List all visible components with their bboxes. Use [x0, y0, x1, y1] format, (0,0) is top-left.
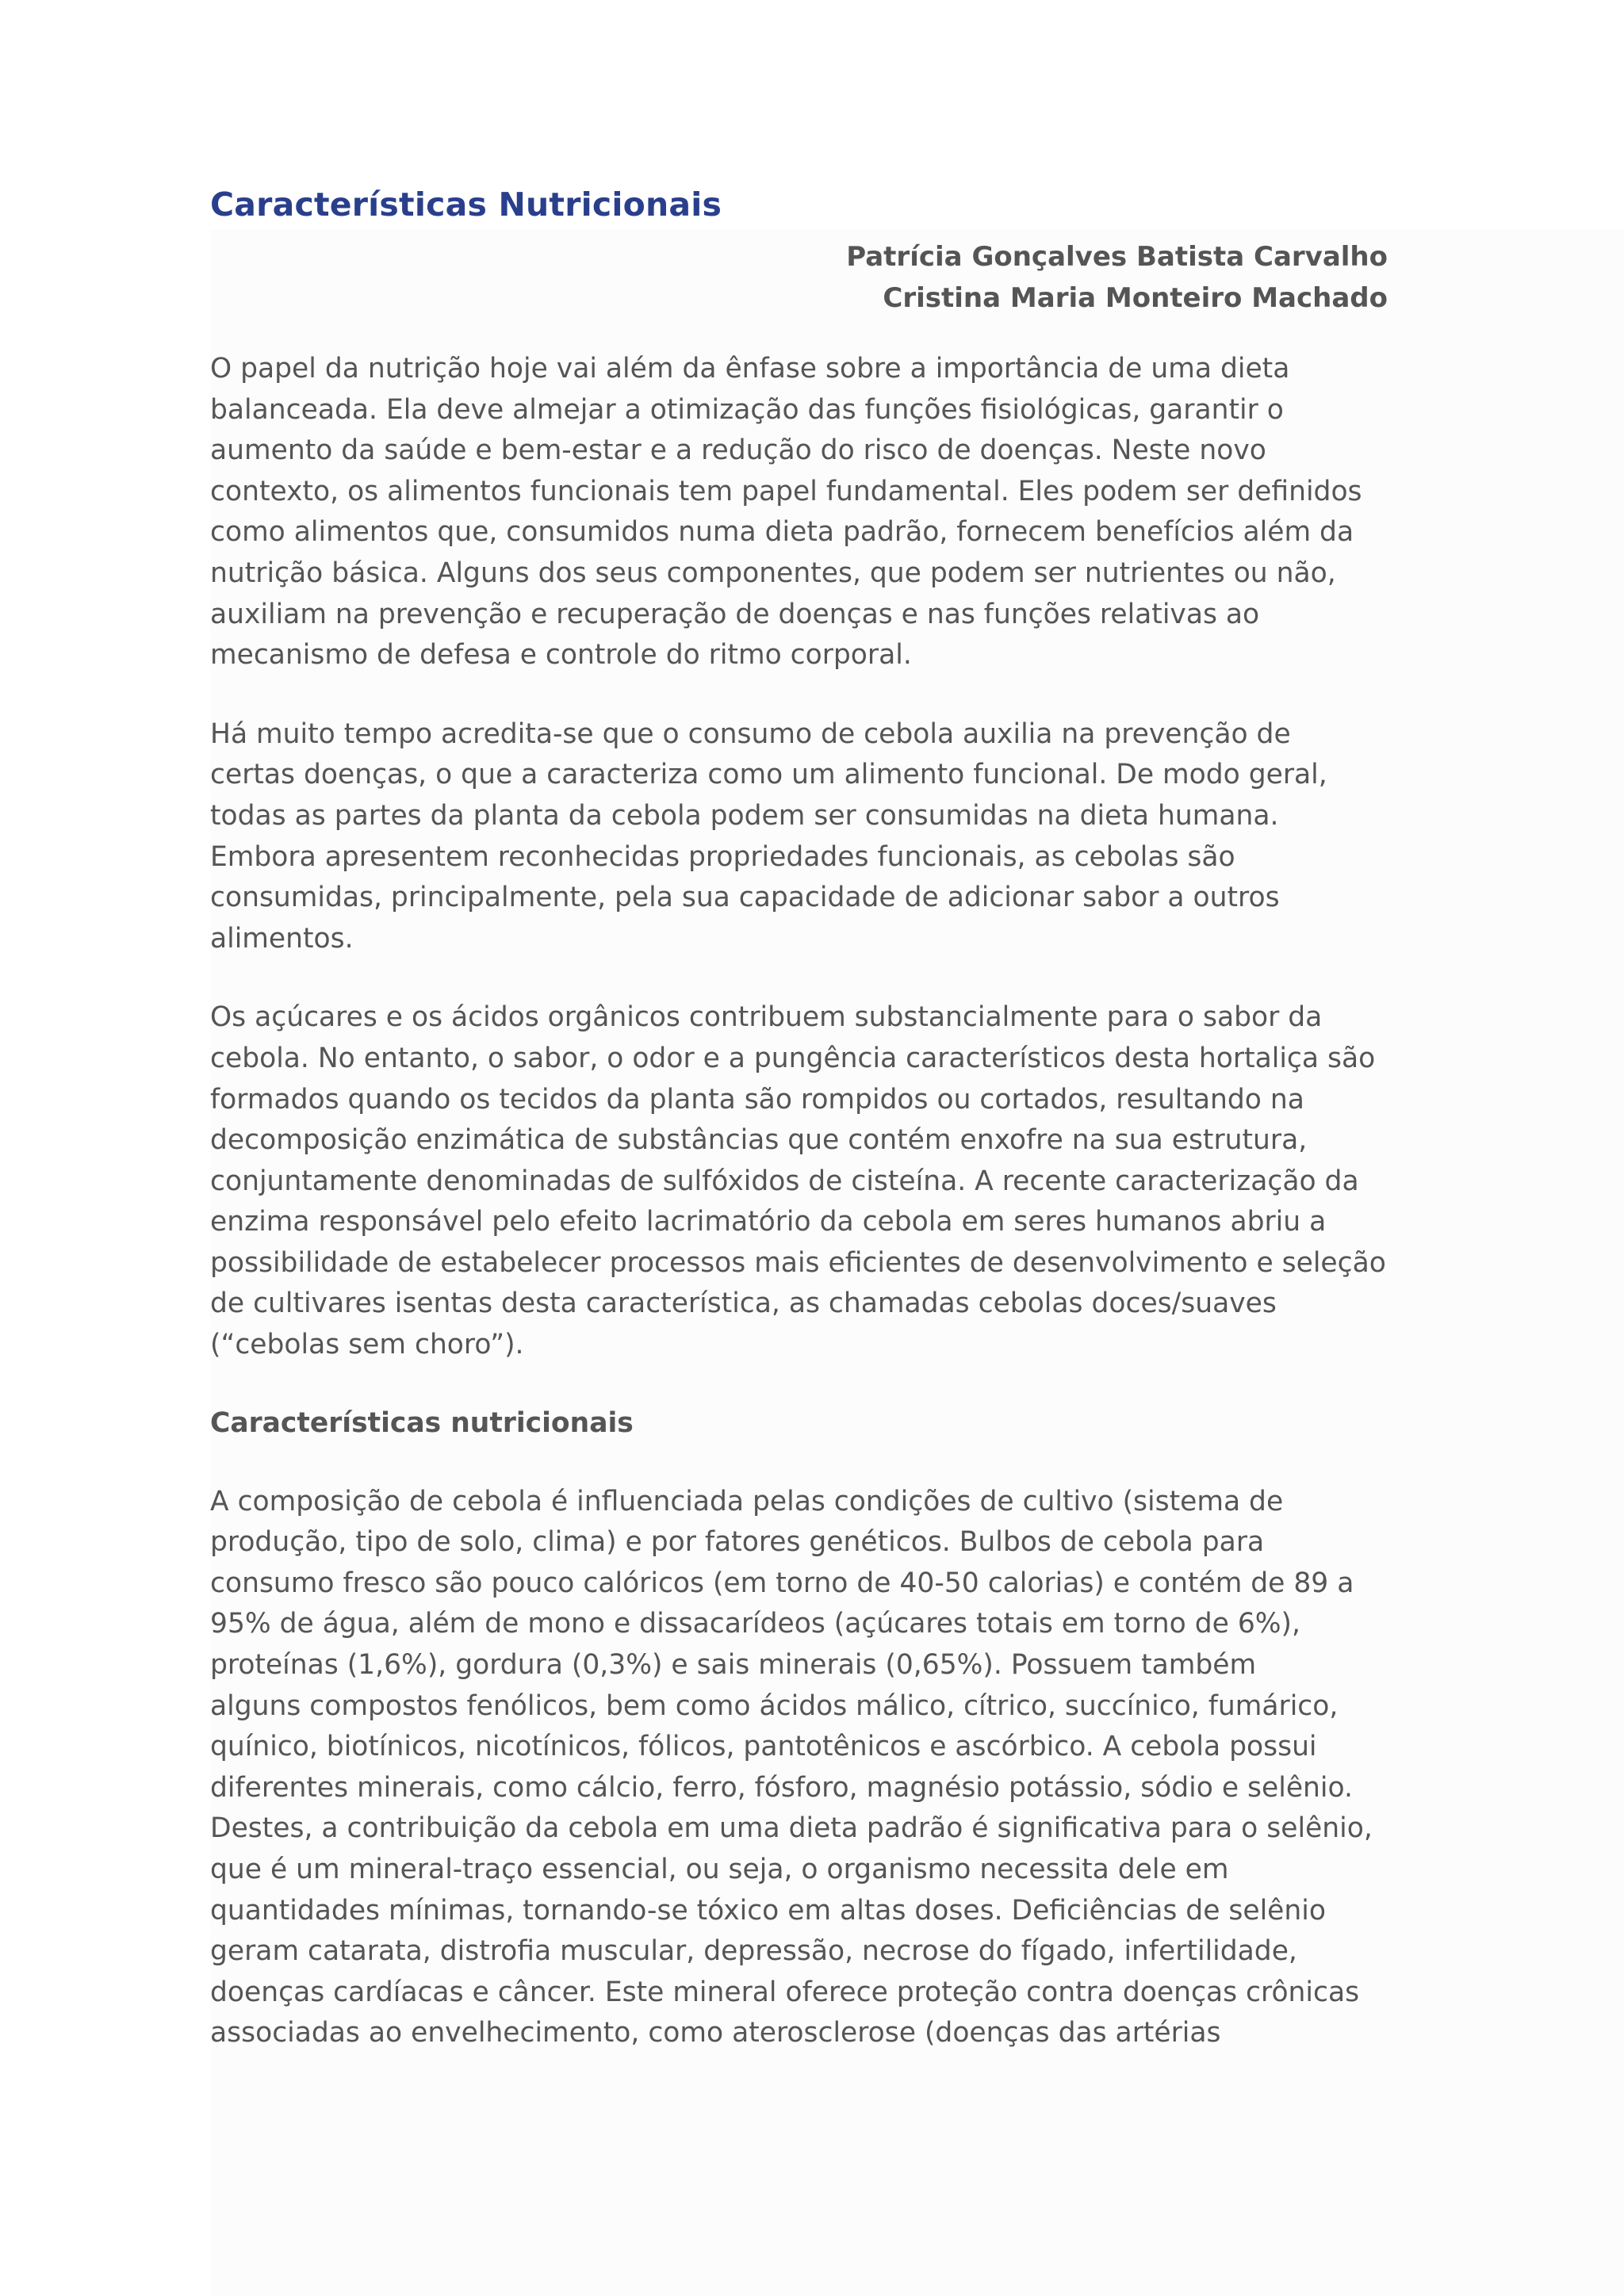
paragraph [210, 349, 1384, 676]
text-line: formados quando os tecidos da planta são rompidos ou cortados, resultando na [210, 1083, 1304, 1115]
text-line: quantidades mínimas, tornando-se tóxico em altas doses. Deficiências de selênio [210, 1894, 1326, 1927]
document-title: Características Nutricionais [210, 186, 722, 224]
paragraph [210, 1482, 1384, 2054]
text-line: 95% de água, além de mono e dissacarídeos (açúcares totais em torno de 6%), [210, 1608, 1300, 1640]
text-line: geram catarata, distrofia muscular, depressão, necrose do fígado, infertilidade, [210, 1935, 1297, 1968]
text-line: (“cebolas sem choro”). [210, 1329, 524, 1361]
text-line: enzima responsável pelo efeito lacrimatório da cebola em seres humanos abriu a [210, 1206, 1327, 1238]
text-line: certas doenças, o que a caracteriza como um alimento funcional. De modo geral, [210, 759, 1327, 791]
text-line: consumidas, principalmente, pela sua capacidade de adicionar sabor a outros [210, 882, 1280, 914]
paragraph [210, 997, 1384, 1365]
text-line: de cultivares isentas desta característica, as chamadas cebolas doces/suaves [210, 1288, 1277, 1320]
text-line: produção, tipo de solo, clima) e por fatores genéticos. Bulbos de cebola para [210, 1526, 1265, 1559]
text-line: auxiliam na prevenção e recuperação de doenças e nas funções relativas ao [210, 598, 1260, 630]
text-line: alguns compostos fenólicos, bem como ácidos málico, cítrico, succínico, fumárico, [210, 1689, 1339, 1722]
section-heading: Características nutricionais [210, 1406, 634, 1439]
author-name: Patrícia Gonçalves Batista Carvalho [846, 241, 1388, 273]
text-line: consumo fresco são pouco calóricos (em torno de 40-50 calorias) e contém de 89 a [210, 1567, 1354, 1599]
text-line: Os açúcares e os ácidos orgânicos contribuem substancialmente para o sabor da [210, 1001, 1323, 1034]
text-line: Destes, a contribuição da cebola em uma dieta padrão é significativa para o selênio, [210, 1812, 1373, 1845]
text-line: nutrição básica. Alguns dos seus componentes, que podem ser nutrientes ou não, [210, 557, 1336, 589]
author-list [210, 236, 1388, 319]
text-line: que é um mineral-traço essencial, ou seja, o organismo necessita dele em [210, 1854, 1229, 1885]
text-line: Há muito tempo acredita-se que o consumo de cebola auxilia na prevenção de [210, 718, 1291, 750]
text-line: como alimentos que, consumidos numa dieta padrão, fornecem benefícios além da [210, 516, 1354, 549]
text-line: O papel da nutrição hoje vai além da ênfase sobre a importância de uma dieta [210, 353, 1290, 385]
text-line: proteínas (1,6%), gordura (0,3%) e sais minerais (0,65%). Possuem também [210, 1649, 1257, 1682]
text-line: aumento da saúde e bem-estar e a redução do risco de doenças. Neste novo [210, 434, 1266, 467]
text-line: todas as partes da planta da cebola podem ser consumidas na dieta humana. [210, 799, 1279, 832]
text-line: contexto, os alimentos funcionais tem papel fundamental. Eles podem ser definidos [210, 475, 1362, 507]
text-line: cebola. No entanto, o sabor, o odor e a pungência característicos desta hortaliça são [210, 1042, 1376, 1074]
author-name: Cristina Maria Monteiro Machado [883, 282, 1388, 314]
text-line: mecanismo de defesa e controle do ritmo corporal. [210, 639, 912, 672]
text-line: Embora apresentem reconhecidas propriedades funcionais, as cebolas são [210, 840, 1235, 873]
text-line: associadas ao envelhecimento, como aterosclerose (doenças das artérias [210, 2017, 1221, 2049]
text-line: A composição de cebola é influenciada pelas condições de cultivo (sistema de [210, 1485, 1284, 1517]
text-line: decomposição enzimática de substâncias que contém enxofre na sua estrutura, [210, 1124, 1308, 1157]
text-line: balanceada. Ela deve almejar a otimização das funções fisiológicas, garantir o [210, 393, 1284, 426]
paragraph [210, 714, 1384, 960]
text-line: quínico, biotínicos, nicotínicos, fólicos, pantotênicos e ascórbico. A cebola possui [210, 1731, 1317, 1763]
text-line: possibilidade de estabelecer processos mais eficientes de desenvolvimento e seleção [210, 1246, 1386, 1279]
text-line: alimentos. [210, 922, 354, 955]
text-line: diferentes minerais, como cálcio, ferro, fósforo, magnésio potássio, sódio e selênio. [210, 1771, 1353, 1804]
text-line: conjuntamente denominadas de sulfóxidos de cisteína. A recente caracterização da [210, 1165, 1359, 1197]
document-content [210, 182, 1388, 2054]
text-line: doenças cardíacas e câncer. Este mineral oferece proteção contra doenças crônicas [210, 1976, 1360, 2008]
